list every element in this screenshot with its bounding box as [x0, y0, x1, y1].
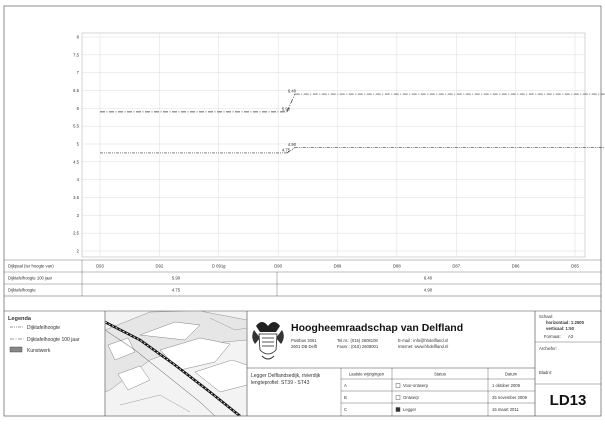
sheet-code: LD13 — [549, 392, 587, 409]
y-tick-label: 6.5 — [73, 88, 79, 93]
y-tick-label: 2 — [76, 248, 79, 254]
station-label: D88 — [393, 263, 401, 269]
org-address-1: Postbus 3061 — [291, 338, 317, 343]
jump-value-label: 5.90 — [281, 106, 291, 112]
y-tick-label: 5.5 — [73, 123, 79, 129]
y-tick-label: 5 — [76, 141, 79, 147]
station-label: D86 — [511, 263, 520, 269]
scale-vertical: verticaal: 1:50 — [546, 326, 574, 331]
org-web: Internet: www.hhdelfland.nl — [398, 344, 449, 349]
revision-status: Voor-ontwerp — [403, 383, 428, 388]
row-label-dth100: Dijktafelhoogte 100 jaar — [8, 275, 52, 281]
org-address-2: 2601 DB Delft — [291, 344, 318, 349]
y-tick-label: 7 — [76, 70, 79, 76]
status-checkbox — [396, 396, 400, 400]
legend-item-dth100: Dijktafelhoogte 100 jaar — [27, 337, 80, 343]
station-labels — [96, 264, 579, 269]
revision-date: 15 maart 2011 — [492, 407, 519, 412]
revision-rows — [344, 383, 528, 412]
y-axis-ticks — [73, 35, 79, 254]
situation-map — [105, 311, 247, 416]
drawing-title-2: lengteprofiel: ST39 - ST43 — [251, 380, 310, 386]
y-tick-label: 3.5 — [73, 195, 79, 200]
profile-table — [4, 260, 601, 296]
y-tick-label: 6 — [76, 105, 79, 111]
legend-title: Legenda — [8, 316, 32, 322]
sheet-border — [4, 6, 601, 416]
revision-block — [247, 368, 535, 416]
revision-letter: C — [344, 407, 348, 412]
revision-status: Ontwerp — [403, 395, 419, 400]
station-label: D87 — [452, 263, 461, 269]
org-fax: Faxnr.: (015) 2608001 — [337, 344, 379, 349]
format-label: Formaat: — [544, 334, 561, 339]
legend-item-kunstwerk: Kunstwerk — [27, 348, 51, 354]
legend — [8, 316, 80, 354]
organisation-name: Hoogheemraadschap van Delfland — [291, 322, 464, 334]
revision-letter: A — [344, 383, 347, 388]
org-email: E-mail : info@hhdelfland.nl — [398, 338, 449, 343]
row-label-dijkpaal: Dijkpaal (ter hoogte van) — [8, 263, 54, 269]
station-label: D89 — [333, 263, 342, 269]
station-label: D93 — [96, 263, 104, 269]
revision-date: 25 november 2009 — [492, 395, 527, 400]
status-checkbox — [396, 384, 400, 388]
station-label: D 091g — [211, 263, 226, 269]
station-label: D90 — [274, 263, 282, 269]
status-checkbox-checked — [396, 408, 400, 412]
archive-label: Archiefnr: — [539, 346, 557, 351]
dth-right-value: 4.90 — [423, 287, 433, 293]
col-date-header: Datum — [504, 371, 518, 377]
jump-labels — [282, 89, 297, 153]
dth-left-value: 4.75 — [171, 287, 181, 293]
drawing-title-1: Legger Delflandsedijk, rivierdijk — [251, 373, 321, 379]
delfland-logo — [252, 322, 284, 359]
legend-swatch-kunstwerk — [10, 347, 22, 352]
sheet-label: Bladnr: — [539, 370, 553, 375]
y-tick-label: 4 — [76, 177, 79, 183]
info-block — [535, 314, 601, 409]
row-label-dth: Dijktafelhoogte — [8, 287, 36, 293]
format-value: A3 — [568, 334, 574, 339]
jump-value-label: 6.40 — [287, 88, 297, 94]
revision-letter: B — [344, 395, 347, 400]
col-changes-header: Laatste wijzigingen — [348, 371, 385, 377]
station-label: D85 — [571, 263, 579, 269]
legend-item-dth: Dijktafelhoogte — [27, 325, 61, 331]
jump-value-label: 4.90 — [287, 142, 297, 148]
y-tick-label: 8 — [76, 34, 79, 40]
chart-grid — [82, 33, 585, 257]
dth100-left-value: 5.90 — [171, 275, 181, 281]
col-status-header: Status — [434, 371, 446, 377]
station-label: D92 — [155, 263, 164, 269]
y-tick-label: 2.5 — [73, 230, 79, 236]
y-tick-label: 7.5 — [73, 52, 79, 58]
scale-horizontal: horizontaal: 1:2500 — [546, 320, 584, 325]
dth100-right-value: 6.40 — [423, 275, 433, 281]
scale-label: Schaal: — [539, 314, 553, 319]
y-tick-label: 3 — [76, 212, 79, 218]
org-tel: Tel.nr.: (015) 2608108 — [337, 338, 378, 343]
revision-status: Legger — [403, 407, 417, 412]
jump-value-label: 4.75 — [281, 147, 291, 153]
graph-frame — [82, 33, 585, 257]
revision-date: 1 oktober 2009 — [492, 383, 520, 388]
y-tick-label: 4.5 — [73, 159, 79, 165]
